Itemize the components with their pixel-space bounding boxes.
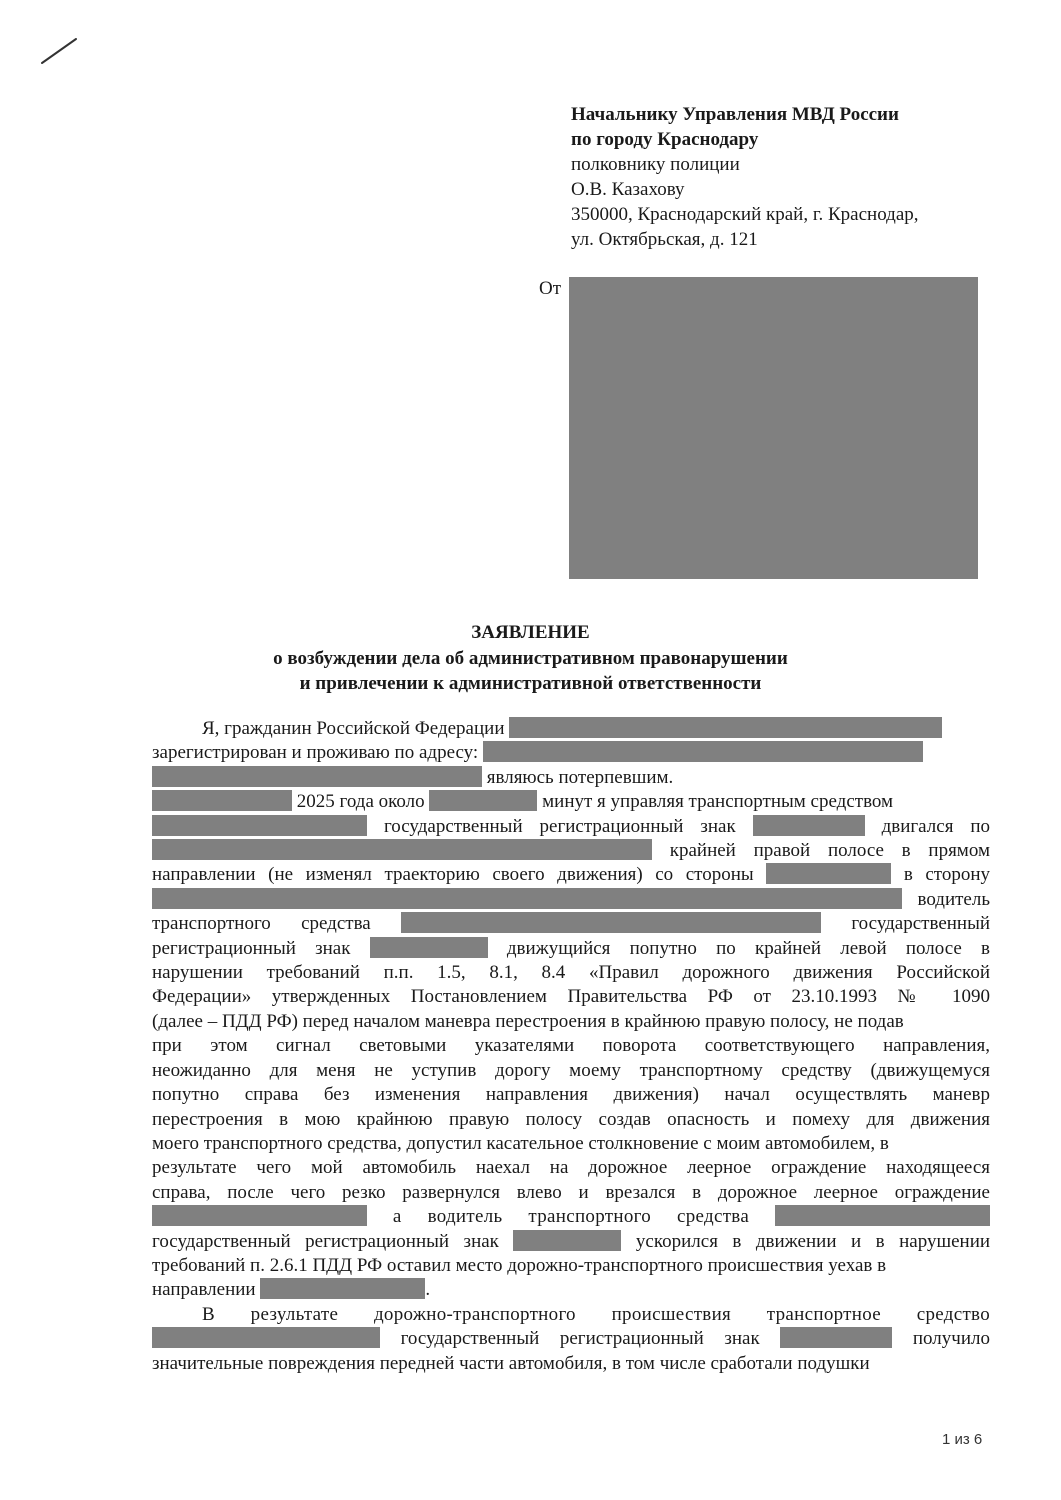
body-line: моего транспортного средства, допустил касательное столкновение с моим автомобилем, в (152, 1132, 889, 1154)
body-line: зарегистрирован и проживаю по адресу: (152, 741, 990, 765)
body-line: Федерации» утвержденных Постановлением Правительства РФ от 23.10.1993 № 1090 (152, 986, 990, 1008)
redaction (370, 937, 488, 958)
body-line: направлении . (152, 1279, 431, 1301)
redaction (401, 912, 821, 933)
document-title: ЗАЯВЛЕНИЕ (471, 622, 590, 643)
body-line: государственный регистрационный знак ускорился в движении и в нарушении (152, 1230, 991, 1252)
redaction (152, 839, 652, 860)
from-label: От (539, 278, 562, 299)
body-line: Я, гражданин Российской Федерации (152, 717, 990, 741)
page-number: 1 из 6 (942, 1431, 983, 1448)
statement-body (152, 717, 990, 1376)
body-line: значительные повреждения передней части автомобиля, в том числе сработали подушки (152, 1352, 870, 1374)
document-subtitle-1: о возбуждении дела об административном правонарушении (273, 648, 788, 669)
redaction (260, 1278, 425, 1299)
redaction (483, 741, 923, 762)
sender-redaction (569, 277, 978, 579)
redaction (152, 815, 367, 836)
redaction (429, 790, 537, 811)
body-line: попутно справа без изменения направления движения) начал осуществлять маневр (152, 1084, 990, 1106)
body-line: В результате дорожно-транспортного происшествия транспортное средство (202, 1303, 990, 1325)
body-line: транспортного средства государственный (152, 913, 991, 935)
body-line: неожиданно для меня не уступив дорогу моему транспортному средству (движущемуся (152, 1059, 990, 1081)
addressee-name: О.В. Казахову (571, 179, 685, 200)
addressee-line-2: по городу Краснодару (571, 129, 759, 150)
addressee-rank: полковнику полиции (571, 154, 740, 175)
redaction (753, 815, 865, 836)
body-line: нарушении требований п.п. 1.5, 8.1, 8.4 «Правил дорожного движения Российской (152, 962, 990, 984)
addressee-address-1: 350000, Краснодарский край, г. Краснодар, (571, 204, 919, 225)
body-line: справа, после чего резко развернулся влево и врезался в дорожное леерное ограждение (152, 1181, 990, 1203)
addressee-line-1: Начальнику Управления МВД России (571, 104, 899, 125)
body-line: (далее – ПДД РФ) перед началом маневра перестроения в крайнюю правую полосу, не подав (152, 1010, 904, 1032)
redaction (152, 1327, 380, 1348)
redaction (775, 1205, 990, 1226)
redaction (513, 1230, 621, 1251)
body-line: при этом сигнал световыми указателями поворота соответствующего направления, (152, 1035, 990, 1057)
body-line: направлении (не изменял траекторию своего движения) со стороны в сторону (152, 864, 991, 886)
document-subtitle-2: и привлечении к административной ответственности (299, 673, 762, 694)
redaction (509, 717, 942, 738)
body-line: а водитель транспортного средства (152, 1205, 990, 1229)
addressee-address-2: ул. Октябрьская, д. 121 (571, 229, 758, 250)
pen-stroke-mark (38, 36, 80, 66)
redaction (152, 888, 902, 909)
redaction (152, 1205, 367, 1226)
body-line: перестроения в мою крайнюю правую полосу создав опасность и помеху для движения (152, 1108, 990, 1130)
body-line: 2025 года около минут я управляя транспортным средством (152, 790, 990, 814)
body-line: регистрационный знак движущийся попутно по крайней левой полосе в (152, 937, 991, 959)
redaction (152, 790, 292, 811)
body-line: требований п. 2.6.1 ПДД РФ оставил место дорожно-транспортного происшествия уехав в (152, 1254, 887, 1276)
body-line: водитель (152, 888, 990, 912)
body-line: крайней правой полосе в прямом (152, 839, 990, 863)
redaction (152, 766, 482, 787)
body-line: являюсь потерпевшим. (152, 766, 990, 790)
redaction (780, 1327, 892, 1348)
body-line: результате чего мой автомобиль наехал на дорожное леерное ограждение находящееся (152, 1157, 990, 1179)
body-line: государственный регистрационный знак двигался по (152, 815, 990, 839)
addressee-block (571, 102, 919, 252)
redaction (766, 863, 891, 884)
body-line: государственный регистрационный знак получило (152, 1327, 990, 1351)
